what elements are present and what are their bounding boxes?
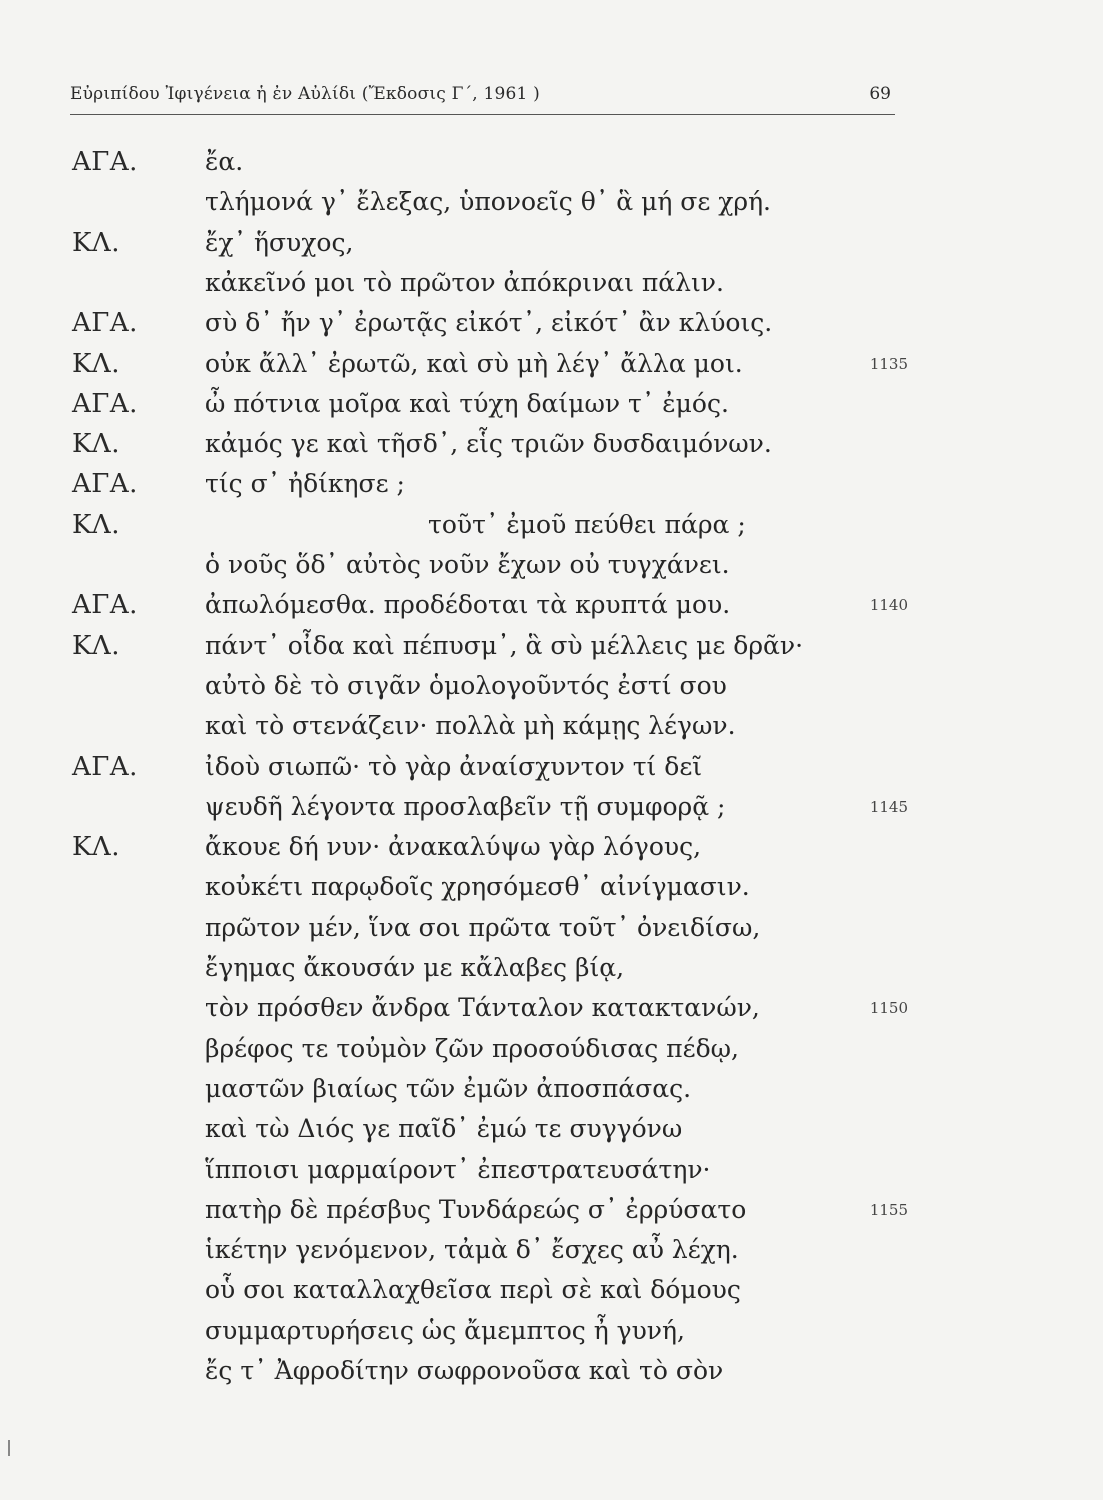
- verse-line: [0, 223, 1103, 263]
- line-number: 1145: [869, 797, 908, 816]
- verse-text-line: ἔγημας ἄκουσάν με κἄλαβες βίᾳ,: [205, 953, 625, 982]
- speaker-label: ΚΛ.: [72, 429, 120, 460]
- verse-line: [0, 988, 1103, 1028]
- verse-line: [0, 747, 1103, 787]
- speaker-label: ΚΛ.: [72, 227, 120, 258]
- scan-edge-mark: [8, 1440, 10, 1456]
- verse-line: [0, 182, 1103, 222]
- line-number: 1155: [869, 1200, 908, 1219]
- speaker-label: ΑΓΑ.: [72, 388, 138, 419]
- verse-line: [0, 666, 1103, 706]
- verse-line: [0, 1109, 1103, 1149]
- verse-line: [0, 545, 1103, 585]
- running-header: [70, 78, 895, 115]
- verse-line: [0, 1150, 1103, 1190]
- verse-text-line: σὺ δ᾽ ἤν γ᾽ ἐρωτᾷς εἰκότ᾽, εἰκότ᾽ ἂν κλύοις.: [205, 308, 773, 338]
- verse-line: [0, 1270, 1103, 1310]
- verse-text-line: καὶ τὼ Διός γε παῖδ᾽ ἐμώ τε συγγόνω: [205, 1114, 683, 1144]
- verse-text-line: ἔχ᾽ ἥσυχος,: [205, 227, 354, 257]
- verse-line: [0, 585, 1103, 625]
- speaker-label: ΑΓΑ.: [72, 590, 138, 621]
- speaker-label: ΑΓΑ.: [72, 308, 138, 339]
- verse-line: [0, 344, 1103, 384]
- verse-text-line: οὐκ ἄλλ᾽ ἐρωτῶ, καὶ σὺ μὴ λέγ᾽ ἄλλα μοι.: [205, 348, 743, 378]
- verse-text-line: ἱκέτην γενόμενον, τἀμὰ δ᾽ ἔσχες αὖ λέχη.: [205, 1235, 739, 1265]
- verse-text-line: κἀκεῖνό μοι τὸ πρῶτον ἀπόκριναι πάλιν.: [205, 267, 724, 297]
- verse-text-line: τὸν πρόσθεν ἄνδρα Τάνταλον κατακτανών,: [205, 993, 760, 1023]
- verse-line: [0, 626, 1103, 666]
- running-title: Εὐριπίδου Ἰφιγένεια ἡ ἐν Αὐλίδι (Ἔκδοσις Γ΄, 1961 ): [70, 84, 541, 104]
- speaker-label: ΚΛ.: [72, 509, 120, 540]
- verse-line: [0, 1230, 1103, 1270]
- verse-line: [0, 1351, 1103, 1391]
- verse-text-line: ὁ νοῦς ὅδ᾽ αὐτὸς νοῦν ἔχων οὐ τυγχάνει.: [205, 550, 730, 579]
- verse-text-line: κοὐκέτι παρῳδοῖς χρησόμεσθ᾽ αἰνίγμασιν.: [205, 872, 750, 902]
- verse-text-line: πρῶτον μέν, ἵνα σοι πρῶτα τοῦτ᾽ ὀνειδίσω,: [205, 912, 761, 942]
- verse-line: [0, 1311, 1103, 1351]
- line-number: 1140: [869, 596, 908, 615]
- verse-line: [0, 827, 1103, 867]
- verse-text-line: αὐτὸ δὲ τὸ σιγᾶν ὁμολογοῦντός ἐστί σου: [205, 670, 727, 700]
- verse-line: [0, 1029, 1103, 1069]
- verse-text-line: τλήμονά γ᾽ ἔλεξας, ὑπονοεῖς θ᾽ ἃ μή σε χρή.: [205, 187, 771, 217]
- verse-text-line: ἀπωλόμεσθα. προδέδοται τὰ κρυπτά μου.: [205, 590, 731, 620]
- speaker-label: ΚΛ.: [72, 630, 120, 661]
- verse-text-line: ἔς τ᾽ Ἀφροδίτην σωφρονοῦσα καὶ τὸ σὸν: [205, 1356, 724, 1385]
- verse-line: [0, 303, 1103, 343]
- verse-line: [0, 948, 1103, 988]
- verse-text-line: ὦ πότνια μοῖρα καὶ τύχη δαίμων τ᾽ ἐμός.: [205, 388, 729, 418]
- speaker-label: ΚΛ.: [72, 348, 120, 379]
- verse-line: [0, 464, 1103, 504]
- speaker-label: ΑΓΑ.: [72, 751, 138, 782]
- verse-line: [0, 908, 1103, 948]
- verse-text-line: πατὴρ δὲ πρέσβυς Τυνδάρεώς σ᾽ ἐρρύσατο: [205, 1194, 747, 1224]
- verse-text-line: ἔα.: [205, 147, 244, 176]
- verse-line: [0, 706, 1103, 746]
- verse-text-line: πάντ᾽ οἶδα καὶ πέπυσμ᾽, ἃ σὺ μέλλεις με δρᾶν·: [205, 630, 804, 660]
- verse-text-line: ἰδοὺ σιωπῶ· τὸ γὰρ ἀναίσχυντον τί δεῖ: [205, 751, 703, 781]
- verse-text-line: ψευδῆ λέγοντα προσλαβεῖν τῇ συμφορᾷ ;: [205, 791, 726, 821]
- verse-line: [0, 1069, 1103, 1109]
- verse-line: [0, 384, 1103, 424]
- verse-line: [0, 1190, 1103, 1230]
- speaker-label: ΑΓΑ.: [72, 147, 138, 177]
- verse-text-line: μαστῶν βιαίως τῶν ἐμῶν ἀποσπάσας.: [205, 1073, 692, 1103]
- verse-text-line: ἄκουε δή νυν· ἀνακαλύψω γὰρ λόγους,: [205, 832, 702, 862]
- verse-line: [0, 867, 1103, 907]
- verse-text-line: καὶ τὸ στενάζειν· πολλὰ μὴ κάμῃς λέγων.: [205, 711, 736, 741]
- verse-text-line: οὗ σοι καταλλαχθεῖσα περὶ σὲ καὶ δόμους: [205, 1275, 741, 1305]
- page-number: 69: [869, 84, 891, 104]
- line-number: 1150: [869, 999, 908, 1018]
- verse-text-line: τοῦτ᾽ ἐμοῦ πεύθει πάρα ;: [428, 509, 746, 539]
- verse-line: [0, 263, 1103, 303]
- speaker-label: ΑΓΑ.: [72, 469, 138, 500]
- verse-line: [0, 142, 1103, 182]
- verse-text-line: βρέφος τε τοὐμὸν ζῶν προσούδισας πέδῳ,: [205, 1033, 739, 1063]
- verse-text-line: συμμαρτυρήσεις ὡς ἄμεμπτος ἦ γυνή,: [205, 1315, 685, 1345]
- verse-line: [0, 505, 1103, 545]
- verse-text-line: τίς σ᾽ ἠδίκησε ;: [205, 469, 405, 499]
- verse-text-line: κἀμός γε καὶ τῆσδ᾽, εἷς τριῶν δυσδαιμόνων.: [205, 429, 772, 459]
- verse-text-line: ἵπποισι μαρμαίροντ᾽ ἐπεστρατευσάτην·: [205, 1154, 711, 1184]
- verse-line: [0, 424, 1103, 464]
- verse-line: [0, 787, 1103, 827]
- speaker-label: ΚΛ.: [72, 832, 120, 863]
- line-number: 1135: [869, 354, 908, 373]
